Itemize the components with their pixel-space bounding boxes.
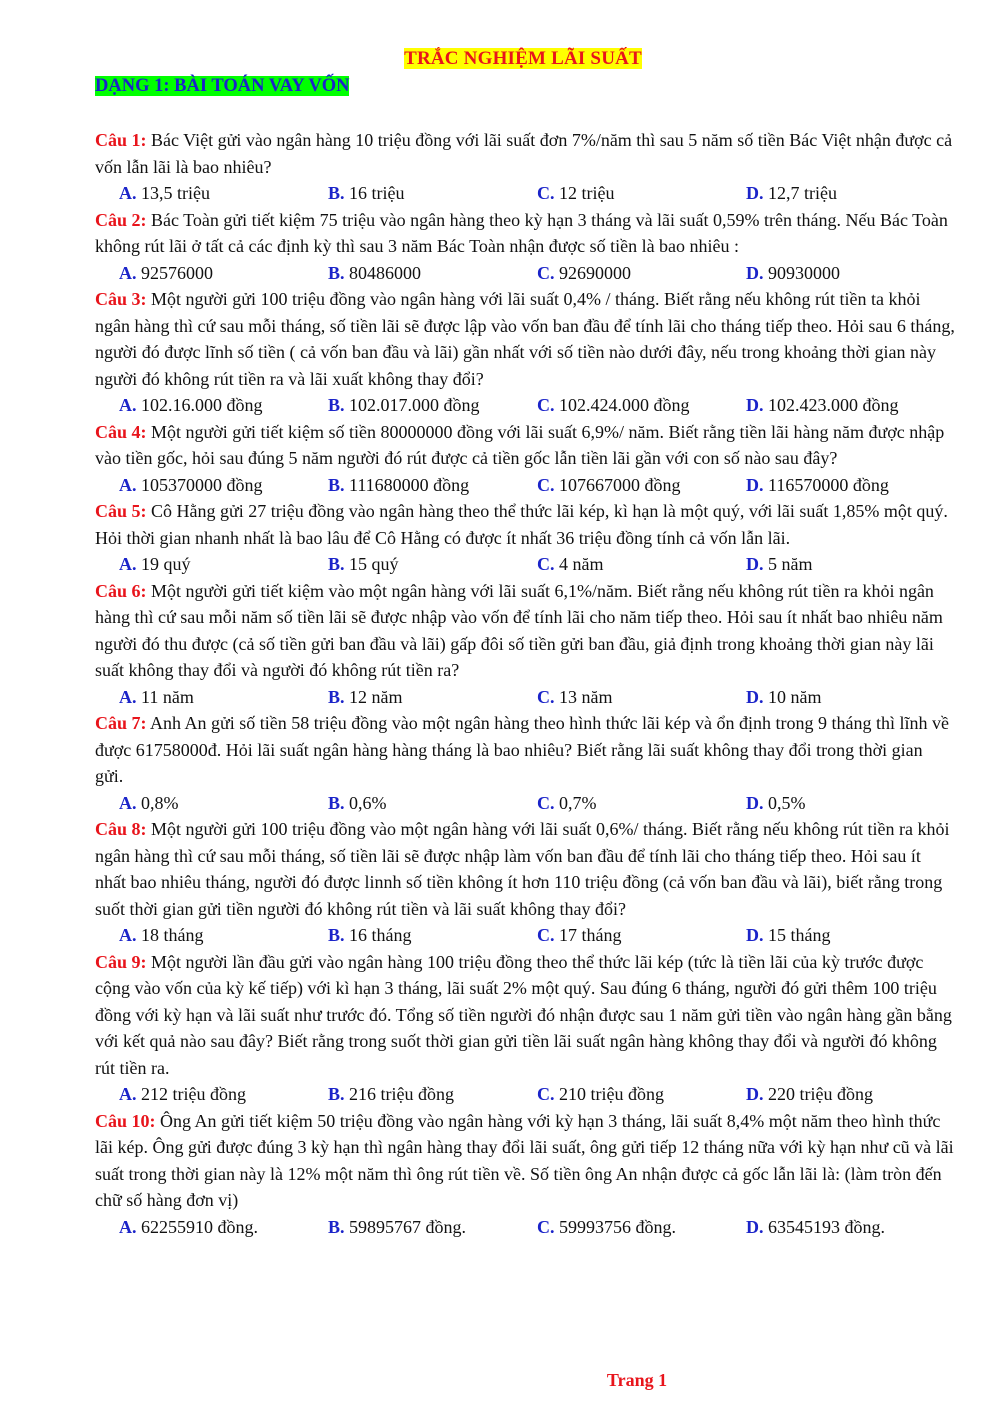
option-text: 16 tháng [349,925,412,945]
option-text: 80486000 [349,262,422,283]
option-text: 92576000 [141,262,213,283]
option-key: C. [537,395,555,415]
answer-option [746,790,955,817]
option-key: B. [328,925,345,945]
answer-option [119,472,328,499]
option-key: B. [328,792,345,813]
option-text: 12 triệu [559,183,615,203]
option-key: A. [119,474,137,495]
question-block [95,419,955,499]
option-key: D. [746,474,764,495]
option-text: 210 triệu đồng [559,1084,664,1104]
option-text: 16 triệu [349,183,405,203]
option-key: C. [537,1084,555,1104]
option-key: C. [537,554,555,574]
option-key: B. [328,1216,345,1237]
answer-option [119,180,328,207]
option-text: 13 năm [559,686,613,707]
answer-option [328,180,537,207]
option-key: D. [746,1084,764,1104]
answer-option [746,472,955,499]
page-number: Trang 1 [606,1370,668,1390]
option-text: 13,5 triệu [141,183,210,203]
option-key: A. [119,1084,137,1104]
option-text: 116570000 đồng [768,474,889,495]
answer-option [537,180,746,207]
question-text [95,286,955,392]
question-text [95,207,955,260]
question-label: Câu 9: [95,951,147,972]
option-key: A. [119,183,137,203]
answer-option [328,922,537,949]
question-text [95,816,955,922]
option-key: D. [746,395,764,415]
answer-option [328,684,537,711]
question-label: Câu 3: [95,289,147,309]
question-list [95,127,955,1240]
option-key: A. [119,1216,137,1237]
question-block [95,1108,955,1241]
option-text: 92690000 [559,262,631,283]
answer-option [119,392,328,419]
answer-option [746,260,955,287]
option-text: 59895767 đồng. [349,1216,467,1237]
option-key: A. [119,395,137,415]
question-label: Câu 5: [95,501,147,521]
answer-option [119,1214,328,1241]
option-key: B. [328,686,345,707]
answer-option [119,551,328,578]
answer-option [537,684,746,711]
answer-option [537,922,746,949]
option-key: D. [746,183,764,203]
question-text [95,578,955,684]
option-text: 212 triệu đồng [141,1084,246,1104]
answer-option [537,1081,746,1108]
option-text: 90930000 [768,262,840,283]
option-key: A. [119,925,137,945]
answer-options [95,1081,955,1108]
answer-option [328,551,537,578]
question-block [95,578,955,711]
option-key: B. [328,262,345,283]
answer-options [95,1214,955,1241]
option-text: 5 năm [768,554,813,574]
question-body: Cô Hằng gửi 27 triệu đồng vào ngân hàng theo thể thức lãi kép, kì hạn là một quý, với lãi suất 1,85% một quý. Hỏi thời gian nhanh nhất là bao lâu để Cô Hằng có được ít nhất 36 triệu đồng tính cả vốn lẫn lãi. [95,501,948,548]
question-label: Câu 7: [95,713,147,733]
question-label: Câu 2: [95,209,147,230]
option-text: 216 triệu đồng [349,1084,455,1104]
answer-option [746,1214,955,1241]
answer-option [746,922,955,949]
question-text [95,419,955,472]
answer-options [95,472,955,499]
option-key: A. [119,792,137,813]
option-text: 0,5% [768,792,806,813]
option-key: B. [328,474,345,495]
option-key: C. [537,183,555,203]
option-text: 0,8% [141,792,179,813]
option-key: D. [746,554,764,574]
option-key: C. [537,792,555,813]
option-key: D. [746,1216,764,1237]
answer-options [95,790,955,817]
question-label: Câu 1: [95,130,147,150]
option-text: 4 năm [559,554,604,574]
question-text [95,127,955,180]
option-text: 220 triệu đồng [768,1084,873,1104]
answer-option [537,260,746,287]
option-key: C. [537,925,555,945]
option-key: B. [328,395,345,415]
question-label: Câu 4: [95,421,147,442]
document-title-row [0,48,1000,70]
answer-option [746,392,955,419]
question-body: Một người gửi tiết kiệm vào một ngân hàng với lãi suất 6,1%/năm. Biết rằng nếu không rút tiền ra khỏi ngân hàng thì cứ sau mỗi năm số tiền lãi sẽ được nhập vào vốn để tính lãi cho năm tiếp theo. Hỏi sau ít nhất bao nhiêu năm người đó thu được (cả số tiền gửi ban đầu và lãi) gấp đôi số tiền gửi ban đầu, giả định trong khoảng thời gian này lãi suất không thay đổi và người đó không rút tiền ra? [95,580,943,680]
option-key: D. [746,925,764,945]
question-block [95,127,955,207]
question-block [95,286,955,419]
option-text: 15 quý [349,554,399,574]
document-title: TRẮC NGHIỆM LÃI SUẤT [404,48,642,69]
question-block [95,949,955,1108]
option-key: A. [119,554,137,574]
question-block [95,498,955,578]
option-key: C. [537,474,555,495]
option-key: B. [328,1084,345,1104]
answer-option [119,1081,328,1108]
question-text [95,949,955,1082]
option-text: 15 tháng [768,925,831,945]
question-body: Một người gửi 100 triệu đồng vào ngân hàng với lãi suất 0,4% / tháng. Biết rằng nếu không rút tiền ta khỏi ngân hàng thì cứ sau mỗi tháng, số tiền lãi sẽ được lập vào vốn ban đầu để tính lãi cho tháng tiếp theo. Hỏi sau 6 tháng, người đó được lĩnh số tiền ( cả vốn ban đầu và lãi) gần nhất với số tiền nào dưới đây, nếu trong khoảng thời gian này người đó không rút tiền ra và lãi xuất không thay đổi? [95,289,955,389]
question-body: Một người gửi 100 triệu đồng vào một ngân hàng với lãi suất 0,6%/ tháng. Biết rằng nếu không rút tiền ra khỏi ngân hàng thì cứ sau mỗi tháng, số tiền lãi sẽ được nhập làm vốn ban đầu để tính lãi cho tháng tiếp theo. Hỏi sau ít nhất bao nhiêu tháng, người đó được linnh số tiền không ít hơn 110 triệu đồng (cả vốn ban đầu và lãi), biết rằng trong suốt thời gian gửi tiền người đó không rút tiền và lãi suất không thay đổi? [95,819,950,919]
question-body: Một người lần đầu gửi vào ngân hàng 100 triệu đồng theo thể thức lãi kép (tức là tiền lãi của kỳ trước được cộng vào vốn của kỳ kế tiếp) với kì hạn 3 tháng, lãi suất 2% một quý. Sau đúng 6 tháng, người đó gửi thêm 100 triệu đồng với kỳ hạn và lãi suất như trước đó. Tổng số tiền người đó nhận được sau 1 năm gửi tiền vào ngân hàng gần bằng với kết quả nào sau đây? Biết rằng trong suốt thời gian gửi tiền lãi suất ngân hàng không thay đổi và người đó không rút tiền ra. [95,951,952,1078]
option-key: C. [537,262,555,283]
option-text: 19 quý [141,554,191,574]
answer-options [95,260,955,287]
answer-options [95,922,955,949]
option-text: 102.423.000 đồng [768,395,899,415]
option-text: 0,6% [349,792,387,813]
answer-option [537,790,746,817]
question-text [95,1108,955,1214]
question-block [95,710,955,816]
option-key: C. [537,1216,555,1237]
section-heading: DẠNG 1: BÀI TOÁN VAY VỐN [95,76,350,96]
option-key: C. [537,686,555,707]
answer-option [328,392,537,419]
option-key: A. [119,686,137,707]
option-text: 102.16.000 đồng [141,395,263,415]
option-text: 107667000 đồng [559,474,681,495]
answer-option [537,392,746,419]
option-text: 102.424.000 đồng [559,395,690,415]
question-text [95,710,955,790]
question-body: Ông An gửi tiết kiệm 50 triệu đồng vào ngân hàng với kỳ hạn 3 tháng, lãi suất 8,4% một năm theo hình thức lãi kép. Ông gửi được đúng 3 kỳ hạn thì ngân hàng thay đổi lãi suất, ông gửi tiếp 12 tháng nữa với kỳ hạn như cũ và lãi suất trong thời gian này là 12% một năm thì ông rút tiền về. Số tiền ông An nhận được cả gốc lẫn lãi là: (làm tròn đến chữ số hàng đơn vị) [95,1110,954,1210]
answer-options [95,551,955,578]
answer-option [537,472,746,499]
option-text: 111680000 đồng [349,474,470,495]
option-key: D. [746,262,764,283]
option-text: 10 năm [768,686,822,707]
option-text: 17 tháng [559,925,622,945]
option-key: D. [746,686,764,707]
answer-option [746,1081,955,1108]
answer-option [328,1081,537,1108]
answer-option [328,260,537,287]
answer-option [119,684,328,711]
answer-option [746,551,955,578]
answer-options [95,684,955,711]
section-heading-row [95,76,349,97]
answer-option [119,790,328,817]
option-text: 0,7% [559,792,597,813]
option-key: D. [746,792,764,813]
option-key: A. [119,262,137,283]
option-text: 105370000 đồng [141,474,263,495]
question-block [95,816,955,949]
answer-option [328,1214,537,1241]
answer-option [328,790,537,817]
answer-option [119,260,328,287]
question-body: Bác Toàn gửi tiết kiệm 75 triệu vào ngân hàng theo kỳ hạn 3 tháng và lãi suất 0,59% trên tháng. Nếu Bác Toàn không rút lãi ở tất cả các định kỳ thì sau 3 năm Bác Toàn nhận được số tiền là bao nhiêu : [95,209,948,256]
question-body: Anh An gửi số tiền 58 triệu đồng vào một ngân hàng theo hình thức lãi kép và ổn định trong 9 tháng thì lĩnh về được 61758000đ. Hỏi lãi suất ngân hàng hàng tháng là bao nhiêu? Biết rằng lãi suất không thay đổi trong thời gian gửi. [95,713,949,786]
answer-option [537,1214,746,1241]
question-body: Một người gửi tiết kiệm số tiền 80000000 đồng với lãi suất 6,9%/ năm. Biết rằng tiền lãi hàng năm được nhập vào tiền gốc, hỏi sau đúng 5 năm người đó rút được cả tiền gốc lẫn tiền lãi gần với con số nào sau đây? [95,421,945,468]
option-text: 18 tháng [141,925,204,945]
answer-options [95,180,955,207]
option-text: 12 năm [349,686,403,707]
option-text: 63545193 đồng. [768,1216,885,1237]
answer-options [95,392,955,419]
question-block [95,207,955,287]
option-text: 12,7 triệu [768,183,837,203]
option-text: 11 năm [141,686,194,707]
answer-option [328,472,537,499]
question-label: Câu 6: [95,580,147,601]
question-body: Bác Việt gửi vào ngân hàng 10 triệu đồng với lãi suất đơn 7%/năm thì sau 5 năm số tiền Bác Việt nhận được cả vốn lẫn lãi là bao nhiêu? [95,130,953,177]
answer-option [119,922,328,949]
option-key: B. [328,183,345,203]
question-text [95,498,955,551]
option-text: 62255910 đồng. [141,1216,258,1237]
option-text: 59993756 đồng. [559,1216,676,1237]
option-text: 102.017.000 đồng [349,395,480,415]
answer-option [537,551,746,578]
option-key: B. [328,554,345,574]
answer-option [746,684,955,711]
question-label: Câu 10: [95,1110,156,1131]
question-label: Câu 8: [95,819,147,839]
answer-option [746,180,955,207]
